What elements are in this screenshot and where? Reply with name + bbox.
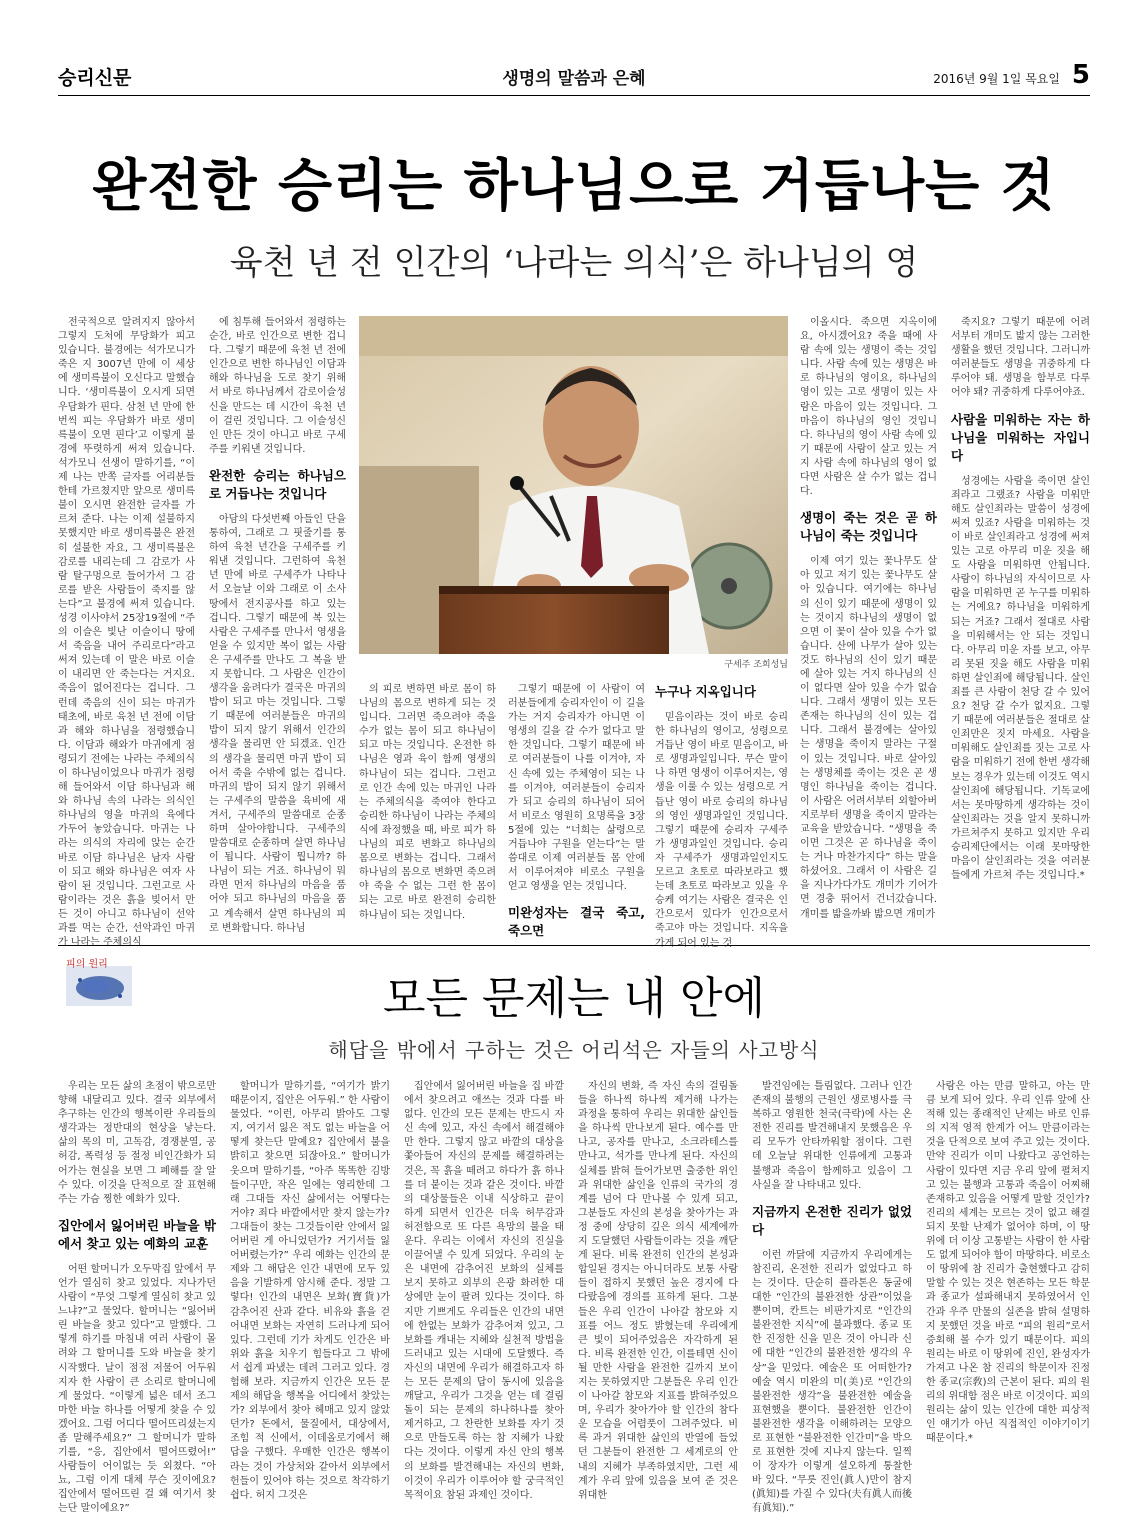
article1-column-3 [359,683,496,936]
header-rule [58,95,1090,96]
article2-col5-text: 발견임에는 틀림없다. 그러나 인간 존재의 불행의 근원인 생로병사를 극복하고 영원한 천국(극락)에 사는 온전한 진리를 발견해내지 못했음은 우리 모두가 안타까워할 점이다. 그런데 오늘날 위대한 인류에게 고통과 불행과 죽음이 함께하고 있음이 그 사실을 잘 나타내고 있다. [752,1081,912,1191]
article2-column-4 [578,1080,738,1500]
article1-subheading-2: 미완성자는 결국 죽고, 죽으면 [508,905,645,939]
article2-col4-text: 자신의 변화, 즉 자신 속의 걸림돌들을 하나씩 하나씩 제거해 나가는 과정을 통하여 우리는 위대한 삶인들을 하나씩 만나보게 된다. 예수를 만나고, 공자를 만나고, 소크라테스를 만나고, 석가를 만나게 된다. 자신의 실체를 밝혀 들어가보면 출중한 위인과 위대한 삶인을 인류의 국가의 경계를 넘어 다 만나볼 수 있게 되고, 그분들도 자신의 본성을 찾아가는 과정 중에 상당히 깊은 의식 세계에까지 도달했던 사람들이라는 것을 깨닫게 된다. 비록 완전히 인간의 본성과 합일된 경지는 아니더라도 보통 사람들이 접하지 못했던 높은 경지에 다다랐음에 경의를 표하게 된다. 그분들은 우리 인간이 나아갈 참모와 지표를 어느 정도 밝혔는데 우리에게 큰 빛이 되어주었음은 자각하게 된다. 비록 완전한 인간, 이를테면 신이 될 만한 사람을 완전한 길까지 보이지는 못하였지만 그분들은 우리 인간이 나아갈 참모와 지표를 밝혀주었으며, 우리가 찾아가야 할 인간의 참다운 모습을 어렴풋이 그려주었다. 비록 과거 위대한 삶인의 반열에 들었던 그분들이 완전한 그 세계로의 안내의 지혜가 부족하였지만, 그런 세계가 우리 앞에 있음을 보여 준 것은 위대한 [578,1081,738,1501]
section-divider [58,945,1090,946]
article1-column-7 [951,316,1090,936]
article1-headline: 완전한 승리는 하나님으로 거듭나는 것 [92,153,1056,219]
article1-subheading-1: 완전한 승리는 하나님으로 거듭나는 것입니다 [209,467,346,501]
article2-column-1 [58,1080,216,1515]
article1-col6-text: 이올시다. 죽으면 지옥이에요, 아시겠어요? 죽을 때에 사람 속에 있는 생명이 죽는 것입니다. 사람 속에 있는 생명은 바로 하나님의 영이요, 하나님의 영이 있는 고로 생명이 있는 사람은 마음이 있는 것입니다. 그 마음이 하나님의 영인 것입니다. 하나님의 영이 사람 속에 있기 때문에 사람이 살고 있는 거지 사람 속에 하나님의 영이 없다면 사람은 살 수가 없는 겁니다. [800,317,937,498]
article2-col6-text: 사람은 아는 만큼 말하고, 아는 만큼 보게 되어 있다. 우리 인류 앞에 산적해 있는 종래적인 난제는 바로 인류의 지적 영적 한계가 어느 만큼이라는 것을 단적으로 보여 주고 있는 것이다. 만약 진리가 이미 나왔다고 공언하는 사람이 있다면 지금 우리 앞에 펼쳐지고 있는 불행과 고통과 죽음이 어찌해 존재하고 있음을 어떻게 말할 것인가? 진리의 세계는 모르는 것이 없고 해결되지 못할 난제가 없어야 하며, 이 땅위에 더 이상 고통받는 사람이 한 사람도 없게 되어야 함이 마땅하다. 비로소 이 땅위에 참 진리가 출현했다고 감히 말할 수 있는 것은 현존하는 모든 학문과 종교가 설파해내지 못하였어서 인간과 우주 만물의 실존을 밝혀 설명하지 못했던 것을 바로 “피의 원리”로서 증회해 볼 수가 있기 때문이다. 피의 원리는 바로 이 땅위에 진인, 완성자가 가져고 나온 참 진리의 학문이자 진정한 종교(宗敎)의 근본이 된다. 피의 원리의 위대함 점은 바로 이것이다. 피의 원리는 삶이 있는 인간에 대한 피상적인 얘기가 아닌 직접적인 이야기이기 때문이다.* [926,1081,1090,1445]
section-title: 생명의 말씀과 은혜 [502,69,646,89]
article1-col2b-text: 아담의 다섯번째 아들인 단을 통하여, 그래로 그 핏줄기를 통하여 육천 년간을 구세주를 키워낸 것입니다. 그런하여 육천 년 만에 바로 구세주가 나타나서 오늘날 이와 그래로 이 소사 땅에서 전지공사를 하고 있는 겁니다. 그렇기 때문에 복 있는 사람은 구세주를 만나서 영생을 얻을 수 있지만 복이 없는 사람은 구세주를 만나도 그 복을 받지 못합니다. 그 사람은 인간이 생각을 움려다가 결국은 마귀의 밥이 되고 마는 것입니다. 그렇기 때문에 여러분들은 마귀의 밥이 되지 않기 위해서 인간의 생각을 물리면 안 되겠죠. 인간의 생각을 물리면 마귀 밥이 되어서 죽을 수밖에 없는 겁니다. 마귀의 밥이 되지 않기 위해서는 구세주의 말씀을 육비에 새겨서, 구세주의 말씀대로 순종하며 살아야합니다. 구세주의 말씀대로 순종하며 살면 하나님이 됩니다. 사람이 뭡니까? 하나님이 되는 거죠. 하나님이 뭐라면 먼저 하나님의 마음을 품어야 되고 하나님의 마음을 품고 계속해서 살면 하나님의 피로 변화합니다. 하나님 [209,513,346,934]
article1-col6b-text: 이제 여기 있는 꽃나무도 살아 있고 저기 있는 꽃나무도 살아 있습니다. 여기에는 하나님의 신이 있기 때문에 생명이 있는 것이지 하나님의 생명이 없으면 이 꽃이 살아 있을 수가 없습니다. 산에 나무가 살아 있는 것도 하나님의 신이 있기 때문에 살아 있는 거지 하나님의 신이 없다면 살아 있을 수가 없습니다. 그래서 생명이 있는 모든 존재는 하나님의 신이 있는 겁니다. 그래서 불경에는 살아있는 생명을 죽이지 말라는 구절이 있는 것입니다. 바로 살아있는 생명체를 죽이는 것은 곧 생명인 하나님을 죽이는 겁니다. 이 사람은 어려서부터 외할아버지로부터 생명을 죽이지 말라는 교육을 받았습니다. “생명을 죽이면 그것은 곧 하나님을 죽이는 거나 마찬가지다” 하는 말을 하셨어요. 그래서 이 사람은 길을 지나가다가도 개미가 기어가면 경충 뛰어서 건너갔습니다. 개미를 밟을까봐 밟으면 개미가 [800,556,937,920]
article2-column-6 [926,1080,1090,1500]
article1-subheading-5: 사람을 미워하는 자는 하나님을 미워하는 자입니다 [951,411,1090,463]
article2-col3-text: 집안에서 잃어버린 바늘을 집 바깥에서 찾으려고 애쓰는 것과 다를 바 없다. 인간의 모든 문제는 반드시 자신 속에 있고, 자신 속에서 해결해야만 한다. 그렇지 않고 바깥의 대상을 쫓아들어 자신의 문제를 해결하려는 것은, 꼭 흙을 떼려고 하다가 흙 하나를 더 붙이는 것과 같은 것이다. 바깥의 대상물들은 이내 식상하고 끝이 하게 되면서 인간은 더욱 허무감과 허전함으로 또 다른 욕망의 불을 태운다. 우리는 이에서 자신의 진실을 이끌어낼 수 있게 되었다. 우리의 눈은 내면에 감추어진 보화의 실체를 보지 못하고 외부의 은광 화려한 대상에만 눈이 팔려 있다는 것이다. 하지만 기쁘게도 우리들은 인간의 내면에 한없는 보화가 감추어져 있고, 그 보화를 캐내는 지혜와 실천적 방법을 드러내고 있는 시대에 도달했다. 즉 자신의 내면에 우리가 해결하고자 하는 모든 문제의 답이 동시에 있음을 깨달고, 우리가 그것을 얻는 데 결림돌이 되는 문제의 하나하나를 찾아 제거하고, 그 찬란한 보화를 자기 것으로 만들도록 하는 참 지혜가 나왔다는 것이다. 이렇게 자신 안의 행복의 보화를 발견해내는 자신의 변화, 이것이 우리가 이루어야 할 궁극적인 목적이요 참된 과제인 것이다. [404,1081,564,1501]
speaker-photo [359,316,788,654]
newspaper-name: 승리신문 [58,67,132,89]
article2-col2-text: 할머니가 말하기를, “여기가 밝기 때문이지, 집안은 어두워.” 한 사람이 물었다. “이런, 아무리 밝아도 그렇지, 여기서 잃은 적도 없는 바늘을 어떻게 찾는단 말예요? 집안에서 불을 밝히고 찾으면 되잖아요.” 할머니가 웃으며 말하기를, “아주 똑똑한 김방들이구만, 작은 일에는 영리한데 그래 그대들 자신 삶에서는 어떻다는 거야? 죄다 바깥에서만 찾지 않는가? 그대들이 찾는 그것들이란 안에서 잃어버린 게 아니었던가? 거기서들 잃어버렸는가?” 우리 예화는 인간의 문제와 그 해답은 인간 내면에 모두 있음을 기발하게 암시해 준다. 정말 그렇다! 인간의 내면은 보화(寶貨)가 감추어진 산과 같다. 비유와 흙을 걷어내면 보화는 자연히 드러나게 되어 있다. 그런데 기가 차게도 인간은 바위와 흙을 치우기 힘들다고 그 밖에서 쉽게 파냈는 데려 그러고 있다. 경험해 보라. 지금까지 인간은 모든 문제의 해답을 행복을 어디에서 찾았는가? 외부에서 찾아 헤매고 있지 않았던가? 돈에서, 물질에서, 대상에서, 조힘 적 신에서, 이데올로기에서 해답을 구했다. 우매한 인간은 행복이라는 것이 가상처와 같아서 외부에서 헌들이 있어야 하는 것으로 착각하기 쉽다. 허지 그것은 [230,1081,390,1501]
article1-col1-text: 전국적으로 알려지지 않아서 그렇지 도처에 무당화가 피고 있습니다. 불경에는 석가모니가 죽은 지 3007년 만에 이 세상에 생미륵불이 오신다고 말했습니다. ‘생미륵불이 오시게 되면 우담화가 핀다. 삼천 년 만에 한 번씩 피는 우담화가 바로 생미륵불이 오면 핀다’고 이렇게 불경에 뚜렷하게 써져 있습니다. 석가모니 선생이 말하기를, “이제 나는 반쪽 글자를 어리분들한테 가르쳤지만 앞으로 생미륵불이 오시면 완전한 글자를 가르쳐 준다. 나는 이제 설불하지 못했지만 바로 생미륵불은 완전히 설불한 자요, 그 생미륵불은 감로를 내리는데 그 감로가 사람 탈구멍으로 들어가서 그 감로를 받은 사람들이 죽지를 않는다”고 불경에 써져 있습니다. 성경 이사야서 25장19절에 “주의 이슬은 빛난 이슬이니 땅에서 죽음을 내어 주리로다”라고 써져 있는데 이 말은 바로 이슬이 내리면 안 죽는다는 거지요. 죽음이 없어진다는 겁니다. 그런데 죽음의 신이 되는 마귀가 태초에, 바로 육천 년 전에 이담과 해와 하나님을 점령했습니다. 이담과 해와가 마귀에게 점령되기 전에는 나라는 주체의식이 하나님이었으나 마귀가 점령해 들어와서 이담 하나님과 해와 하나님 속의 나라는 의식인 하나님의 영을 마귀의 육에다 가두어 놓았습니다. 마귀는 나라는 의식의 자리에 앉는 순간 바로 이담 하나님은 남자 사람이 되고 해와 하나님은 여자 사람이 된 것입니다. 그런고로 사람이라는 것은 흙을 빚어서 만든 것이 아니고 하나님이 선악과를 먹는 순간, 선악과인 마귀가 나라는 주체의식 [58,317,195,949]
logo-label: 피의 원리 [66,959,108,970]
article1-col3-text: 의 피로 변하면 바로 몸이 하나님의 몸으로 변하게 되는 것입니다. 그러면 죽으려야 죽을 수가 없는 몸이 되고 하나님이 되고 마는 것입니다. 온전한 하나님은 영과 육이 함께 영생의 하나님이 되는 겁니다. 그런고로 인간 속에 있는 마귀인 나라는 주체의식을 죽여야 한다고 승리한 하나님이 나라는 주체의식에 좌정했을 때, 바로 피가 하나님의 피로 변화고 하나님의 몸으로 변화는 겁니다. 그래서 하나님의 몸으로 변화면 죽으려야 죽을 수 없는 그런 한 몸이 되는 고로 바로 완전히 승리한 하나님이 되는 것입니다. [359,684,496,921]
article1-column-4 [508,683,645,939]
article2-column-3 [404,1080,564,1500]
article1-col2a-text: 에 침투해 들어와서 점령하는 순간, 바로 인간으로 변한 겁니다. 그렇기 때문에 육천 년 전에 인간으로 변한 하나님인 이담과 해와 하나님을 도로 찾기 위해서 바로 하나님께서 감로이슬성신을 만드는 데 시간이 육천 년이 걸린 것입니다. 그 이슬성신인 만든 것이 아니고 바로 구세주를 키워낸 것입니다. [209,317,346,455]
article2-subhead: 해답을 밖에서 구하는 것은 어리석은 자들의 사고방식 [328,1038,820,1062]
article1-col7b-text: 성경에는 사람을 죽이면 살인죄라고 그랬죠? 사람을 미워만 해도 살인죄라는 말씀이 성경에 써져 있죠? 사람을 미워하는 것이 바로 살인죄라고 성경에 써져 있는 고로 아무리 미운 짓을 해도 사람을 미워하면 안됩니다. 사람이 하나님의 자식이므로 사람을 미워하면 곧 누구를 미워하는 거예요? 하나님을 미워하게 되는 거죠? 그래서 절대로 사람을 미워해서는 안 되는 것입니다. 아무리 미운 자를 보고, 아무리 못된 짓을 해도 사람을 미워하면 살인죄에 해당됩니다. 살인죄를 큰 사람이 천당 갈 수 있어요? 천당 갈 수가 없지요. 그렇기 때문에 여러분들은 절대로 살인죄만은 짓지 마세요. 사람을 미워해도 살인죄를 짓는 고로 사람을 미워하기 전에 한번 생각해보는 경우가 있는데 이것도 역시 살인죄에 해당됩니다. 기독교에서는 못마땅하게 생각하는 것이 살인죄라는 것을 알지 못하니까 가르쳐주지 못하고 있지만 우리 승리제단에서는 이래 못마땅한 마음이 살인죄라는 것을 여러분들에게 가르쳐 주는 것입니다.* [951,475,1090,882]
article2-subheading-1: 집안에서 잃어버린 바늘을 밖에서 찾고 있는 예화의 교훈 [58,1217,216,1251]
page-number: 5 [1071,60,1090,90]
article1-subheading-3: 누구나 지옥입니다 [655,684,756,699]
article1-column-2 [209,316,346,936]
article1-column-5 [655,683,788,949]
article2-subheading-2: 지금까지 온전한 진리가 없었다 [752,1203,912,1237]
article1-col7-text: 죽지요? 그렇기 때문에 어려서부터 개미도 밟지 않는 그러한 생활을 했던 것입니다. 그러니까 여러분들도 생명을 귀중하게 다루어야 돼. 생명을 함부로 다루어야 돼? 귀중하게 다루어야죠. [951,317,1090,399]
article1-col5-text: 믿음이라는 것이 바로 승리한 하나님의 영이고, 성령으로 거듭난 영이 바로 믿음이고, 바로 생명과일입니다. 무슨 말이나 하면 영생이 이루어지는, 영생을 이룰 수 있는 성령으로 거듭난 영이 바로 승리의 하나님의 영인 생명과일인 것입니다. 그렇기 때문에 승리자 구세주가 생명과일인 것입니다. 승리자 구세주가 생명과일인지도 모르고 초토로 따라보라고 했는데 초토로 따라보고 있을 우승케 여기는 사람은 결국은 인간으로서 있다가 인간으로서 죽고야 마는 것입니다. 지옥을 가게 되어 있는 것 [655,712,788,949]
article1-column-1 [58,316,195,949]
article2-column-2 [230,1080,390,1500]
article2-headline: 모든 문제는 내 안에 [383,973,765,1024]
article2-col5b-text: 이런 까닭에 지금까지 우리에게는 참진리, 온전한 진리가 없었다고 하는 것이다. 단순히 플라톤은 동굴에 대한 “인간의 불완전한 상관”이었을 뿐이며, 칸트는 비판가지로 “인간의 불완전한 지식”에 불과했다. 종교 또한 진정한 신을 믿은 것이 아니라 신에 대한 “인간의 불완전한 생각의 우상”을 믿었다. 예술은 또 어떠한가? 예술 역시 미완의 미(美)로 “인간의 불완전한 생각”을 불완전한 예술을 표현했을 뿐이다. 불완전한 인간이 불완전한 생각을 이해하려는 모양으로 표현한 “불완전한 인간미”을 박으로 표현한 것에 지나지 않는다. 일찍이 장자가 이렇게 설오하게 통찰한 바 있다. “무릇 진인(眞人)만이 참지(眞知)를 가질 수 있다(夫有眞人而後有眞知).” [752,1249,912,1515]
article1-subheading-4: 생명이 죽는 것은 곧 하나님이 죽는 것입니다 [800,510,937,544]
article1-subhead: 육천 년 전 인간의 ‘나라는 의식’은 하나님의 영 [229,243,919,283]
article1-column-6 [800,316,937,936]
article1-col4-text: 그렇기 때문에 이 사람이 여러분들에게 승리자인이 이 길을 가는 거지 승리자가 아니면 이 영생의 길을 갈 수가 없다고 말한 것입니다. 그렇기 때문에 바로 여러분들이 나를 이겨야, 자신 속에 있는 주체영이 되는 나를 이겨야, 여러분들이 승리자가 되고 승리의 하나님이 되어서 비로소 영원히 요명록을 3장 5절에 있는 “너희는 삶령으로 거듭나야 구원을 얻는다”는 말씀대로 이제 여러분들 몸 안에서 이루어져야 비로소 구원을 얻고 영생을 얻는 것입니다. [508,684,645,893]
issue-date: 2016년 9월 1일 목요일 [933,72,1060,86]
article2-column-5 [752,1080,912,1515]
article2-col1-text: 우리는 모든 삶의 초점이 밖으로만 향해 내달리고 있다. 결국 외부에서 추구하는 인간의 행복이란 우리들의 생각과는 정반대의 현상을 낳는다. 삶의 목의 미, 고독감, 경쟁분열, 공허감, 폭력성 등 절정 비인간화가 되어가는 현실을 보면 그 폐해를 잘 알 수 있다. 이것을 단적으로 잘 표현해주는 가슴 찡한 예화가 있다. [58,1081,216,1205]
photo-caption: 구세주 조희성님 [724,660,788,670]
article2-col1b-text: 어떤 할머니가 오두막집 앞에서 무언가 열심히 찾고 있었다. 지나가던 사람이 “무엇 그렇게 열심히 찾고 있느냐?”고 물었다. 할머니는 “잃어버린 바늘을 찾고 있다”고 말했다. 그렇게 하기를 마침내 여러 사람이 몰려와 그 할머니를 도와 바늘을 찾기 시작했다. 날이 점점 저물어 어두워지자 한 사람이 큰 소리로 할머니에게 물었다. “이렇게 넓은 데서 조그마한 바늘 하나를 어떻게 찾을 수 있겠어요. 그럼 어디다 떨어뜨리셨는지 좀 말해주세요?” 그 할머니가 말하기를, “응, 집안에서 떨어뜨렸어!” 사람들이 어이없는 듯 외쳤다. “아뇨, 그럼 이게 대체 무슨 짓이에요? 집안에서 떨어뜨린 걸 왜 여기서 찾는단 말이에요?” [58,1263,216,1515]
